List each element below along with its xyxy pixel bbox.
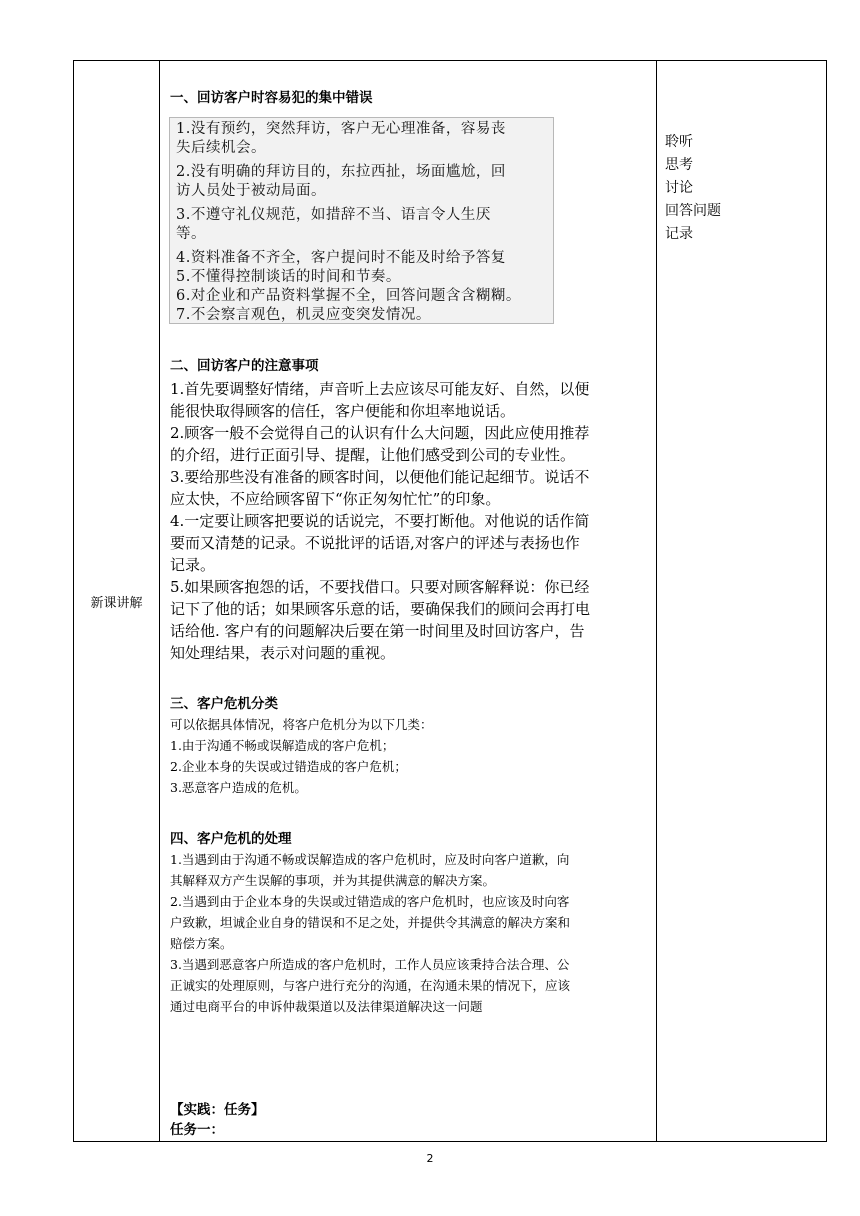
practice-section xyxy=(170,1100,655,1140)
content-column xyxy=(170,88,650,108)
activity-item: 回答问题 xyxy=(665,203,721,219)
paragraph-line: 正诚实的处理原则，与客户进行充分的沟通，在沟通未果的情况下，应该 xyxy=(170,978,571,993)
scan-line: 4.资料准备不齐全，客户提问时不能及时给予答复 xyxy=(176,250,506,266)
scan-line: 1.没有预约，突然拜访，客户无心理准备，容易丧 xyxy=(176,121,506,137)
paragraph-line: 2.顾客一般不会觉得自己的认识有什么大问题，因此应使用推荐 xyxy=(170,424,590,442)
section-heading: 四、客户危机的处理 xyxy=(170,831,292,847)
paragraph-line: 的介绍，进行正面引导、提醒，让他们感受到公司的专业性。 xyxy=(170,446,576,464)
paragraph-line: 记下了他的话；如果顾客乐意的话，要确保我们的顾问会再打电 xyxy=(170,600,591,618)
paragraph-line: 3.当遇到恶意客户所造成的客户危机时，工作人员应该秉持合法合理、公 xyxy=(170,957,570,972)
paragraph-line: 可以依据具体情况，将客户危机分为以下几类： xyxy=(170,717,433,732)
activity-item: 讨论 xyxy=(665,180,693,196)
scan-line: 3.不遵守礼仪规范，如措辞不当、语言令人生厌 xyxy=(176,207,491,223)
paragraph-line: 能很快取得顾客的信任，客户便能和你坦率地说话。 xyxy=(170,402,516,420)
paragraph-line: 其解释双方产生误解的事项，并为其提供满意的解决方案。 xyxy=(170,873,496,888)
activities-column xyxy=(665,131,815,246)
section-heading: 二、回访客户的注意事项 xyxy=(170,358,319,374)
task-label: 任务一： xyxy=(170,1122,224,1138)
section-2 xyxy=(170,356,655,664)
paragraph-line: 1.首先要调整好情绪，声音听上去应该尽可能友好、自然，以便 xyxy=(170,380,590,398)
paragraph-line: 户致歉，坦诚企业自身的错误和不足之处，并提供令其满意的解决方案和 xyxy=(170,915,571,930)
row-label: 新课讲解 xyxy=(90,595,143,611)
paragraph-line: 3.要给那些没有准备的顾客时间，以便他们能记起细节。说话不 xyxy=(170,468,590,486)
paragraph-line: 知处理结果，表示对问题的重视。 xyxy=(170,644,396,662)
section-heading: 一、回访客户时容易犯的集中错误 xyxy=(170,90,373,106)
paragraph-line: 话给他. 客户有的问题解决后要在第一时间里及时回访客户，告 xyxy=(170,622,585,640)
section-heading: 三、客户危机分类 xyxy=(170,696,278,712)
scan-line: 5.不懂得控制谈话的时间和节奏。 xyxy=(176,269,401,285)
activity-item: 思考 xyxy=(665,157,693,173)
scan-line: 失后续机会。 xyxy=(176,140,266,156)
scan-line: 7.不会察言观色，机灵应变突发情况。 xyxy=(176,307,431,323)
paragraph-line: 1.由于沟通不畅或误解造成的客户危机； xyxy=(170,738,395,753)
scan-line: 2.没有明确的拜访目的，东拉西扯，场面尴尬，回 xyxy=(176,164,506,180)
paragraph-line: 3.恶意客户造成的危机。 xyxy=(170,780,307,795)
scan-line: 等。 xyxy=(176,226,206,242)
paragraph-line: 记录。 xyxy=(170,556,216,574)
paragraph-line: 4.一定要让顾客把要说的话说完，不要打断他。对他说的话作简 xyxy=(170,512,590,530)
column-divider-right xyxy=(656,61,657,1141)
paragraph-line: 2.企业本身的失误或过错造成的客户危机； xyxy=(170,759,407,774)
paragraph-line: 应太快，不应给顾客留下“你正匆匆忙忙”的印象。 xyxy=(170,490,501,508)
paragraph-line: 5.如果顾客抱怨的话，不要找借口。只要对顾客解释说：你已经 xyxy=(170,578,590,596)
scan-line: 访人员处于被动局面。 xyxy=(176,183,326,199)
paragraph-line: 赔偿方案。 xyxy=(170,936,233,951)
page-number: 2 xyxy=(426,1152,434,1165)
section-3 xyxy=(170,694,655,798)
activity-item: 记录 xyxy=(665,226,693,242)
section-4 xyxy=(170,829,655,1017)
practice-heading: 【实践：任务】 xyxy=(170,1102,265,1118)
scanned-error-list xyxy=(169,117,554,324)
paragraph-line: 1.当遇到由于沟通不畅或误解造成的客户危机时，应及时向客户道歉，向 xyxy=(170,852,570,867)
activity-item: 聆听 xyxy=(665,134,693,150)
scan-line: 6.对企业和产品资料掌握不全，回答问题含含糊糊。 xyxy=(176,288,521,304)
column-divider-left xyxy=(159,61,160,1141)
paragraph-line: 2.当遇到由于企业本身的失误或过错造成的客户危机时，也应该及时向客 xyxy=(170,894,570,909)
row-label-cell xyxy=(74,61,159,1141)
paragraph-line: 要而又清楚的记录。不说批评的话语,对客户的评述与表扬也作 xyxy=(170,534,580,552)
paragraph-line: 通过电商平台的申诉仲裁渠道以及法律渠道解决这一问题 xyxy=(170,999,483,1014)
